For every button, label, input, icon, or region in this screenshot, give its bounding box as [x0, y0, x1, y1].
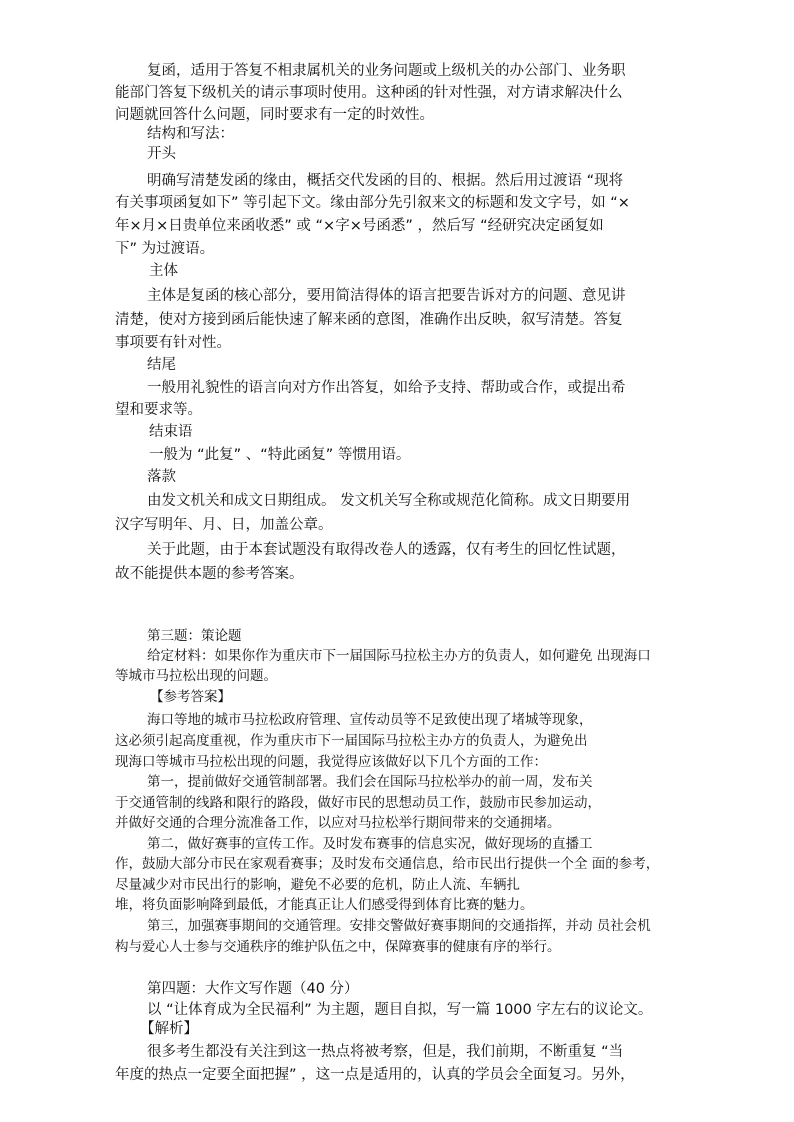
- paragraph-line: 海口等地的城市马拉松政府管理、宣传动员等不足致使出现了堵城等现象，: [147, 712, 593, 728]
- paragraph-line: 能部门答复下级机关的请示事项时使用。这种函的针对性强，对方请求解决什么: [115, 85, 623, 101]
- paragraph-line: 明确写清楚发函的缘由，概括交代发函的目的、根据。然后用过渡语 “现将: [147, 173, 624, 189]
- paragraph-line: 等城市马拉松出现的问题。: [115, 668, 277, 684]
- subheading: 主体: [149, 263, 178, 279]
- paragraph-line: 年×月×日贵单位来函收悉” 或 “×字×号函悉” ，然后写 “经研究决定函复如: [115, 218, 604, 234]
- paragraph-line: 构与爱心人士参与交通秩序的维护队伍之中，保障赛事的健康有序的举行。: [115, 939, 561, 955]
- paragraph-line: 给定材料：如果你作为重庆市下一届国际马拉松主办方的负责人，如何避免 出现海口: [147, 648, 651, 664]
- subheading: 开头: [147, 146, 176, 162]
- paragraph-line: 以 “让体育成为全民福利” 为主题，题目自拟，写一篇 1000 字左右的议论文。: [147, 1002, 653, 1018]
- question-heading: 第四题：大作文写作题（40 分）: [147, 981, 359, 997]
- paragraph-line: 关于此题，由于本套试题没有取得改卷人的透露，仅有考生的回忆性试题，: [147, 542, 626, 558]
- paragraph-line: 事项要有针对性。: [115, 335, 231, 351]
- paragraph-line: 一般用礼貌性的语言向对方作出答复，如给予支持、帮助或合作，或提出希: [147, 380, 626, 396]
- paragraph-line: 主体是复函的核心部分，要用简洁得体的语言把要告诉对方的问题、意见讲: [147, 288, 626, 304]
- paragraph-line: 望和要求等。: [115, 402, 202, 418]
- paragraph-line: 于交通管制的线路和限行的路段，做好市民的思想动员工作，鼓励市民参加运动，: [115, 795, 601, 811]
- subheading: 结束语: [149, 424, 193, 440]
- paragraph-line: 第一，提前做好交通管制部署。我们会在国际马拉松举办的前一周，发布关: [147, 774, 593, 790]
- paragraph-line: 第二，做好赛事的宣传工作。及时发布赛事的信息实况，做好现场的直播工: [147, 836, 593, 852]
- subheading: 结尾: [147, 357, 176, 373]
- paragraph-line: 年度的热点一定要全面把握” ，这一点是适用的，认真的学员会全面复习。另外，: [115, 1067, 635, 1083]
- paragraph-line: 现海口等城市马拉松出现的问题，我觉得应该做好以下几个方面的工作：: [115, 754, 547, 770]
- paragraph-line: 第三，加强赛事期间的交通管理。安排交警做好赛事期间的交通指挥，并动 员社会机: [147, 918, 651, 934]
- paragraph-line: 清楚，使对方接到函后能快速了解来函的意图，准确作出反映，叙写清楚。答复: [115, 312, 623, 328]
- analysis-heading: 【解析】: [140, 1021, 198, 1037]
- paragraph-line: 问题就回答什么问题，同时要求有一定的时效性。: [115, 107, 434, 123]
- paragraph-line: 尽量减少对市民出行的影响，避免不必要的危机，防止人流、车辆扎: [115, 877, 520, 893]
- paragraph-line: 这必须引起高度重视，作为重庆市下一届国际马拉松主办方的负责人，为避免出: [115, 733, 588, 749]
- paragraph-line: 由发文机关和成文日期组成。 发文机关写全称或规范化简称。成文日期要用: [147, 493, 631, 509]
- paragraph-line: 有关事项函复如下” 等引起下文。缘由部分先引叙来文的标题和发文字号，如 “×: [115, 195, 630, 211]
- subheading: 结构和写法：: [147, 126, 234, 142]
- paragraph-line: 下” 为过渡语。: [115, 241, 215, 257]
- paragraph-line: 一般为 “此复” 、“特此函复” 等惯用语。: [149, 447, 411, 463]
- paragraph-line: 故不能提供本题的参考答案。: [115, 566, 304, 582]
- answer-heading: 【参考答案】: [150, 689, 231, 705]
- paragraph-line: 并做好交通的合理分流准备工作，以应对马拉松举行期间带来的交通拥堵。: [115, 815, 561, 831]
- question-heading: 第三题：策论题: [147, 628, 242, 644]
- paragraph-line: 很多考生都没有关注到这一热点将被考察，但是，我们前期，不断重复 “当: [147, 1044, 624, 1060]
- paragraph-line: 作，鼓励大部分市民在家观看赛事；及时发布交通信息，给市民出行提供一个全 面的参考，: [115, 856, 660, 872]
- paragraph-line: 复函，适用于答复不相隶属机关的业务问题或上级机关的办公部门、业务职: [147, 63, 626, 79]
- paragraph-line: 汉字写明年、月、日，加盖公章。: [115, 517, 333, 533]
- paragraph-line: 堆，将负面影响降到最低，才能真正让人们感受得到体育比赛的魅力。: [115, 897, 534, 913]
- subheading: 落款: [147, 469, 176, 485]
